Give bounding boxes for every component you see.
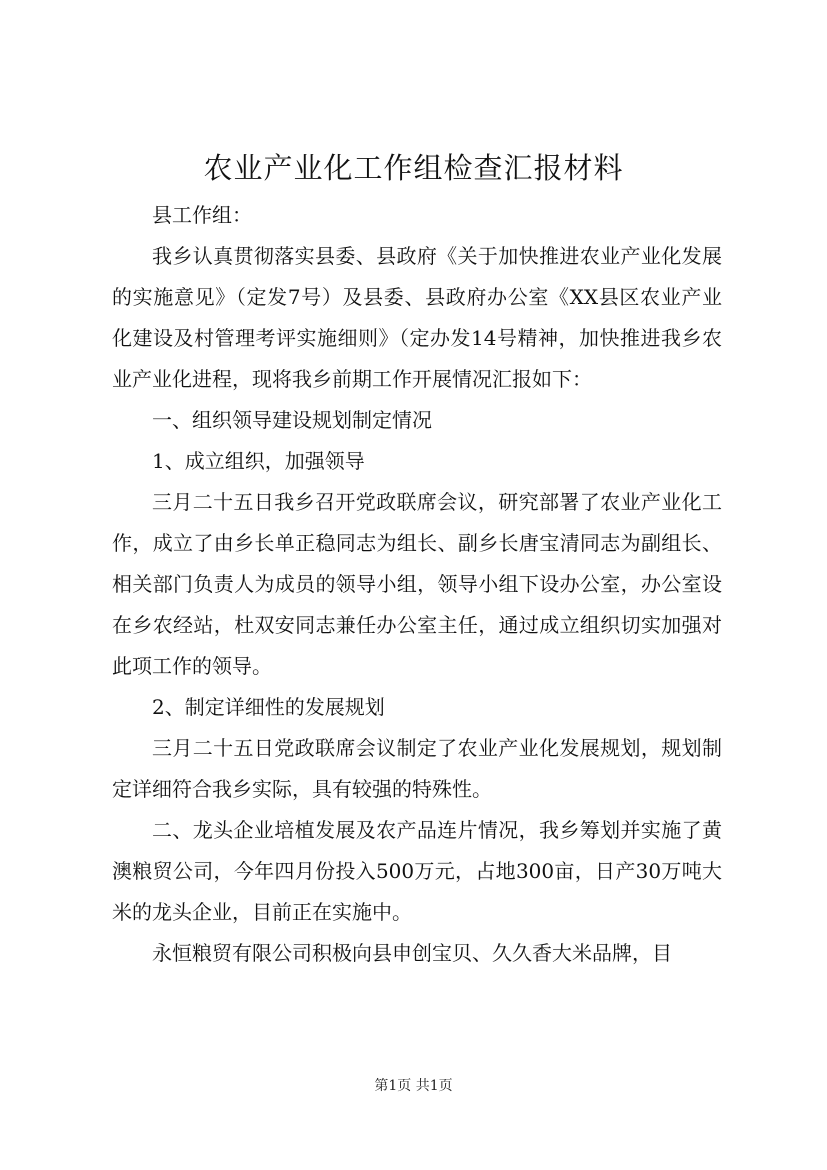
subsection-heading: 2、制定详细性的发展规划	[152, 695, 385, 719]
salutation: 县工作组：	[152, 203, 252, 227]
document-body	[112, 195, 722, 974]
body-paragraph: 二、龙头企业培植发展及农产品连片情况，我乡筹划并实施了黄澳粮贸公司，今年四月份投入500万元，占地300亩，日产30万吨大米的龙头企业，目前正在实施中。	[112, 818, 722, 924]
body-paragraph: 三月二十五日党政联席会议制定了农业产业化发展规划，规划制定详细符合我乡实际，具有较强的特殊性。	[112, 736, 722, 801]
body-paragraph: 三月二十五日我乡召开党政联席会议，研究部署了农业产业化工作，成立了由乡长单正稳同志为组长、副乡长唐宝清同志为副组长、相关部门负责人为成员的领导小组，领导小组下设办公室，办公室设在乡农经站，杜双安同志兼任办公室主任，通过成立组织切实加强对此项工作的领导。	[112, 490, 722, 678]
subsection-heading: 1、成立组织，加强领导	[152, 449, 365, 473]
section-heading: 一、组织领导建设规划制定情况	[152, 408, 432, 432]
document-title: 农业产业化工作组检查汇报材料	[203, 151, 624, 185]
page-footer: 第1页 共1页	[374, 1078, 453, 1094]
body-paragraph: 我乡认真贯彻落实县委、县政府《关于加快推进农业产业化发展的实施意见》（定发7号）及县委、县政府办公室《XX县区农业产业化建设及村管理考评实施细则》（定办发14号精神，加快推进我乡农业产业化进程，现将我乡前期工作开展情况汇报如下：	[112, 244, 722, 391]
body-paragraph: 永恒粮贸有限公司积极向县申创宝贝、久久香大米品牌，目	[152, 941, 672, 965]
